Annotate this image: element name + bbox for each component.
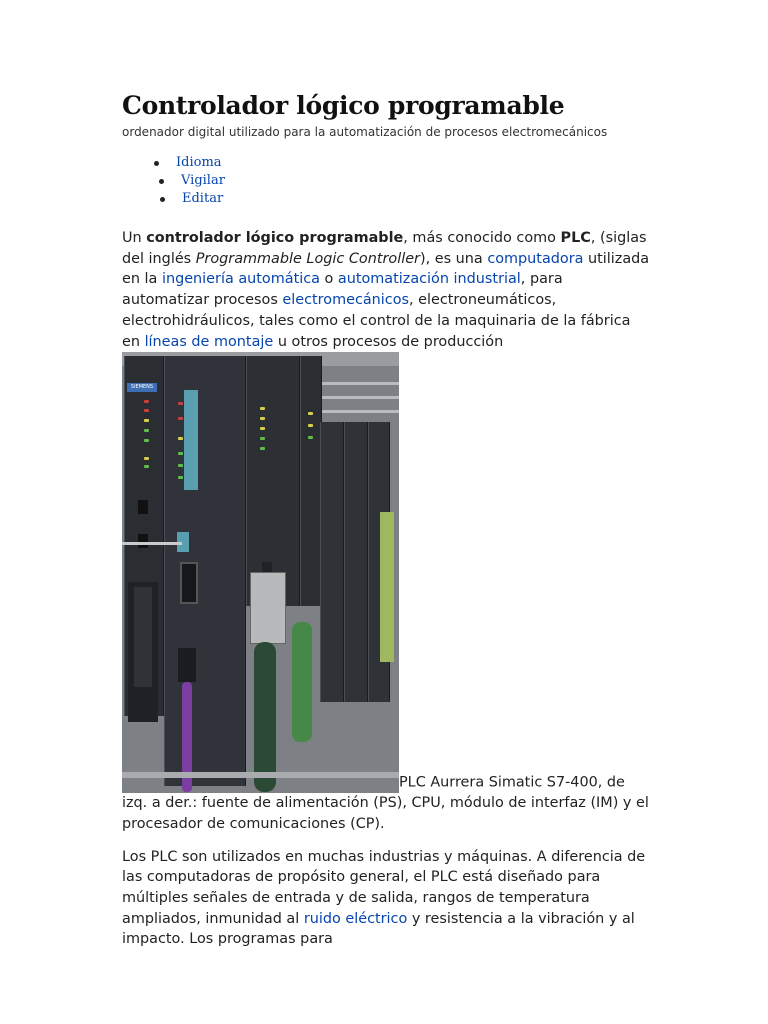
text-run: , (siglas del inglés	[122, 230, 647, 267]
link-ruido-electrico[interactable]: ruido eléctrico	[303, 910, 408, 927]
plc-photo[interactable]	[122, 352, 399, 793]
text-run: , electroneumáticos, electrohidráulicos, tales como el control de la maquinaria de la fábrica en	[122, 292, 631, 350]
intro-paragraph	[122, 228, 652, 352]
bullet-icon	[160, 197, 165, 202]
action-edit-label[interactable]: Editar	[182, 191, 224, 206]
link-electromecanicos[interactable]: electromecánicos	[282, 292, 410, 309]
text-run: utilizada en la	[122, 250, 650, 288]
second-paragraph	[122, 847, 652, 951]
text-run: Los PLC son utilizados en muchas industrias y máquinas. A diferencia de las computadoras de propósito general, el PLC está diseñado para múltiples señales de entrada y de salida, rangos de temperatura ampliados, inmunidad al	[122, 848, 646, 927]
bullet-icon	[159, 179, 164, 184]
figure-caption: PLC Aurrera Simatic S7-400, de izq. a der.: fuente de alimentación (PS), CPU, módulo de interfaz (IM) y el procesador de comunicaciones (CP).	[122, 774, 649, 832]
text-run: u otros procesos de producción	[273, 333, 504, 350]
bullet-icon	[154, 161, 159, 166]
text-run: y resistencia a la vibración y al impacto. Los programas para	[122, 910, 635, 948]
page-actions	[122, 154, 652, 208]
text-run: , para automatizar procesos	[122, 271, 563, 309]
text-run: , más conocido como	[403, 230, 561, 246]
action-edit[interactable]	[182, 190, 652, 208]
action-language-label[interactable]: Idioma	[176, 155, 222, 170]
link-computadora[interactable]: computadora	[487, 250, 584, 267]
text-run: ), es una	[419, 250, 488, 267]
article	[122, 90, 652, 950]
term-plc: PLC	[560, 230, 591, 246]
link-ingenieria-automatica[interactable]: ingeniería automática	[161, 271, 320, 288]
link-lineas-de-montaje[interactable]: líneas de montaje	[144, 333, 274, 350]
term-plc-full: controlador lógico programable	[146, 230, 404, 246]
link-automatizacion-industrial[interactable]: automatización industrial	[337, 271, 521, 288]
action-watch-label[interactable]: Vigilar	[181, 173, 225, 188]
page-subtitle: ordenador digital utilizado para la automatización de procesos electromecánicos	[122, 125, 608, 139]
brand-label: SIEMENS	[127, 383, 157, 392]
text-run: o	[319, 271, 338, 288]
term-english: Programmable Logic Controller	[195, 250, 420, 267]
figure	[122, 352, 652, 834]
page-title: Controlador lógico programable	[122, 91, 565, 120]
action-language[interactable]	[176, 154, 652, 172]
text-run: Un	[122, 230, 147, 246]
action-watch[interactable]	[181, 172, 652, 190]
